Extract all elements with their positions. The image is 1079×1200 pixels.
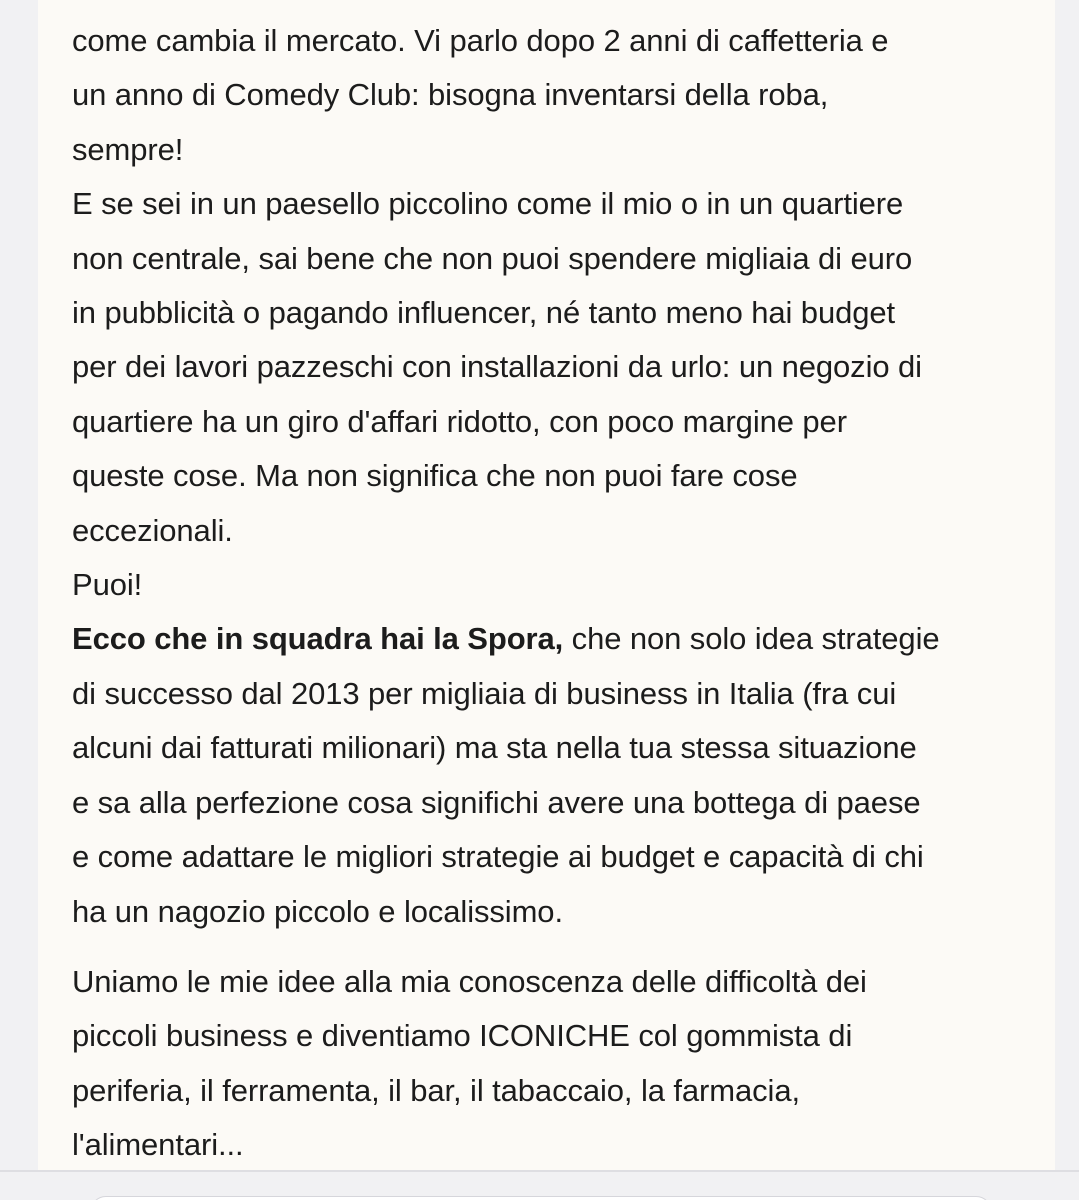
comment-input[interactable] bbox=[90, 1196, 992, 1200]
spora-emphasis: Ecco che in squadra hai la Spora, bbox=[72, 621, 564, 657]
post-line-spora bbox=[72, 612, 1015, 666]
post-line: eccezionali. bbox=[72, 512, 233, 548]
post-body bbox=[38, 0, 1055, 1170]
spora-rest: che non solo idea strategie bbox=[563, 621, 940, 657]
post-line: piccoli business e diventiamo ICONICHE col gommista di bbox=[72, 1018, 853, 1054]
post-line: ha un nagozio piccolo e localissimo. bbox=[72, 893, 563, 929]
post-line: E se sei in un paesello piccolino come il mio o in un quartiere bbox=[72, 186, 904, 222]
post-line: di successo dal 2013 per migliaia di business in Italia (fra cui bbox=[72, 675, 897, 711]
post-line: non centrale, sai bene che non puoi spendere migliaia di euro bbox=[72, 240, 913, 276]
post-line: per dei lavori pazzeschi con installazioni da urlo: un negozio di bbox=[72, 349, 922, 385]
post-line: alcuni dai fatturati milionari) ma sta nella tua stessa situazione bbox=[72, 730, 917, 766]
post-line: Uniamo le mie idee alla mia conoscenza delle difficoltà dei bbox=[72, 963, 867, 999]
post-line: queste cose. Ma non significa che non puoi fare cose bbox=[72, 458, 798, 494]
post-line: l'alimentari... bbox=[72, 1127, 244, 1163]
post-line: un anno di Comedy Club: bisogna inventarsi della roba, bbox=[72, 77, 829, 113]
post-line: sempre! bbox=[72, 131, 184, 167]
page-margin-left bbox=[0, 0, 38, 1170]
post-line: quartiere ha un giro d'affari ridotto, con poco margine per bbox=[72, 403, 847, 439]
page-margin-right bbox=[1055, 0, 1079, 1170]
post-line: in pubblicità o pagando influencer, né tanto meno hai budget bbox=[72, 295, 896, 331]
post-line: e come adattare le migliori strategie ai budget e capacità di chi bbox=[72, 839, 924, 875]
post-line: Puoi! bbox=[72, 567, 143, 603]
post-line: come cambia il mercato. Vi parlo dopo 2 anni di caffetteria e bbox=[72, 23, 889, 58]
post-line: e sa alla perfezione cosa significhi avere una bottega di paese bbox=[72, 784, 921, 820]
post-line: periferia, il ferramenta, il bar, il tabaccaio, la farmacia, bbox=[72, 1072, 800, 1108]
